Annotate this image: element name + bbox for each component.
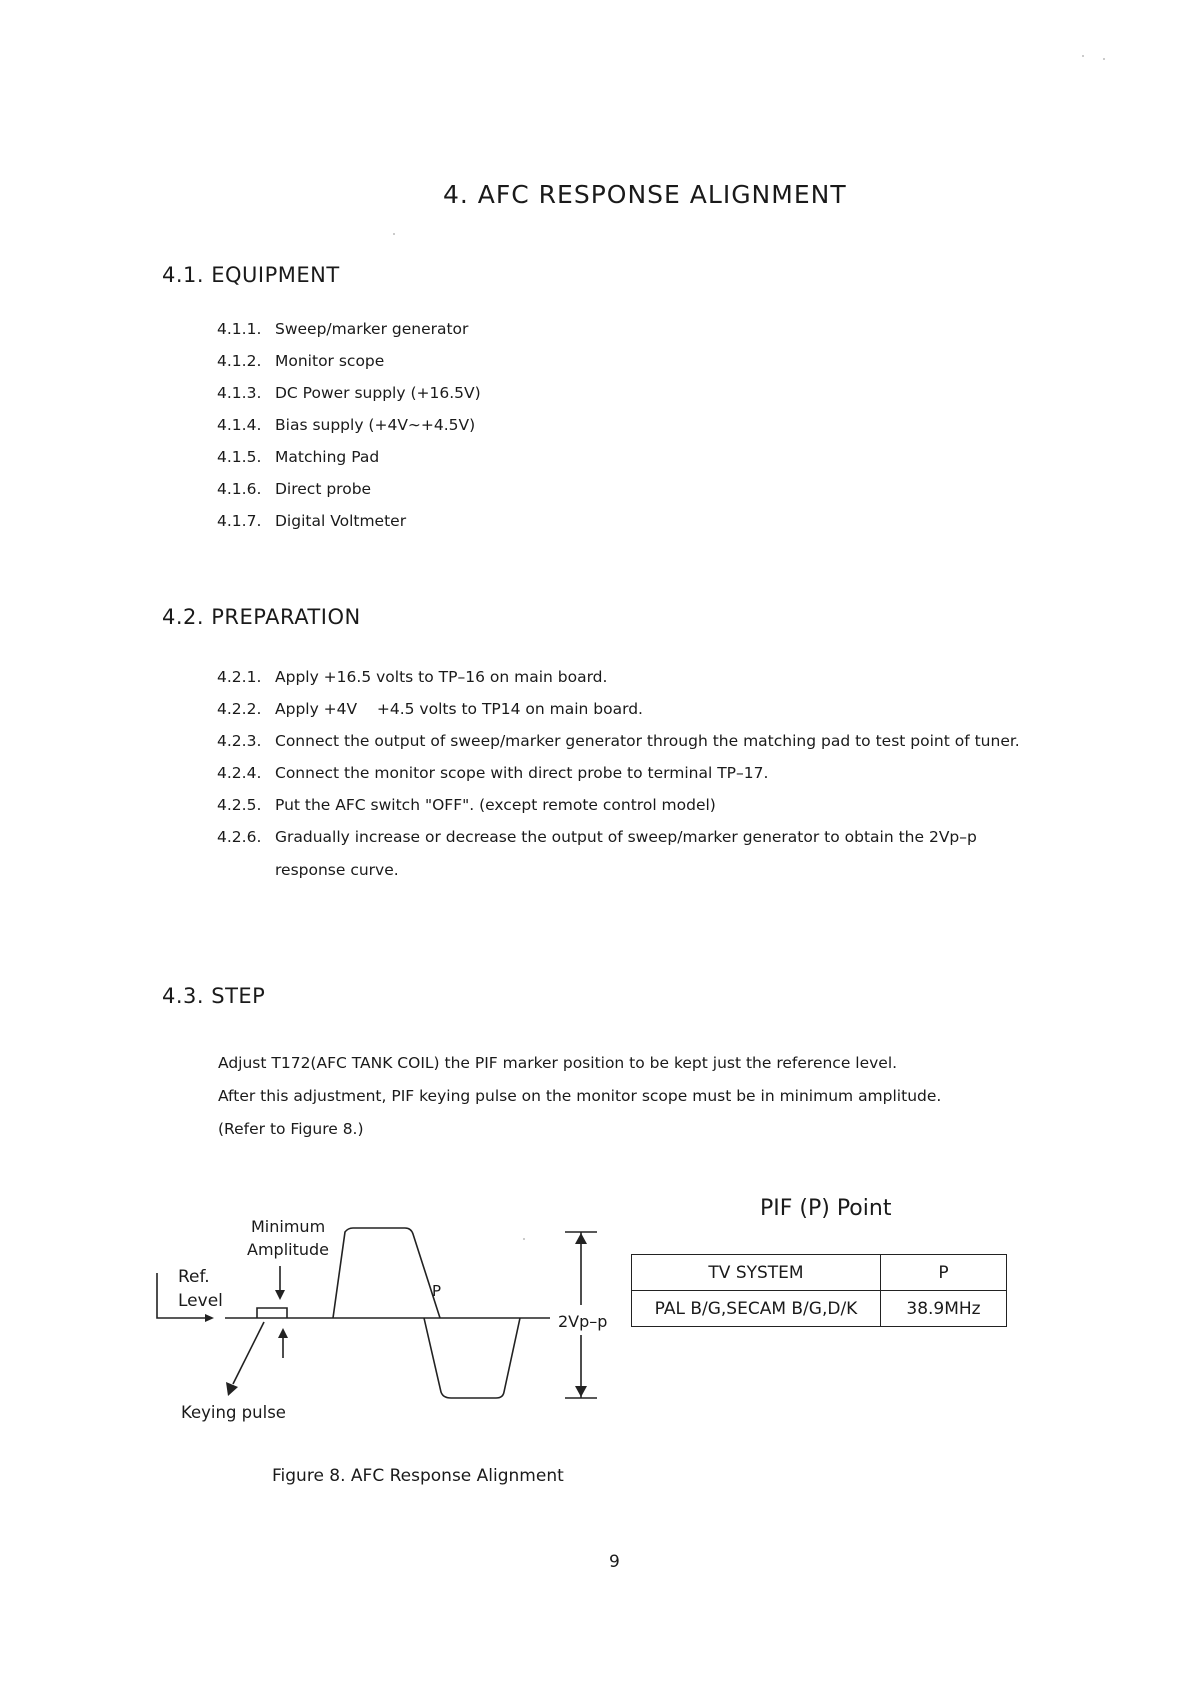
scan-speck <box>1082 55 1084 57</box>
positive-hump <box>333 1228 440 1318</box>
table-cell: 38.9MHz <box>881 1291 1007 1327</box>
list-item: 4.2.3. Connect the output of sweep/marker generator through the matching pad to test point of tuner. <box>217 732 1020 750</box>
list-item: 4.2.6. Gradually increase or decrease the output of sweep/marker generator to obtain the 2Vp–p <box>217 828 977 846</box>
list-item: 4.1.5. Matching Pad <box>217 448 380 466</box>
vpp-arrowhead-top <box>575 1233 587 1244</box>
up-arrowhead <box>278 1328 288 1338</box>
list-item-continuation: response curve. <box>275 861 399 879</box>
section-heading-equipment: 4.1. EQUIPMENT <box>162 263 340 287</box>
pif-table <box>631 1254 1007 1327</box>
ref-level-label: Level <box>178 1291 223 1311</box>
min-amplitude-label: Amplitude <box>247 1240 329 1259</box>
page-number: 9 <box>609 1552 620 1572</box>
scan-speck <box>1103 58 1105 60</box>
list-item: 4.1.3. DC Power supply (+16.5V) <box>217 384 481 402</box>
list-item: 4.1.7. Digital Voltmeter <box>217 512 407 530</box>
keying-pointer <box>233 1322 264 1384</box>
keying-arrowhead <box>226 1382 238 1396</box>
p-marker-label: P <box>432 1282 442 1300</box>
step-line: Adjust T172(AFC TANK COIL) the PIF marker position to be kept just the reference level. <box>218 1054 898 1072</box>
page-title: 4. AFC RESPONSE ALIGNMENT <box>443 180 847 209</box>
step-line: After this adjustment, PIF keying pulse on the monitor scope must be in minimum amplitude. <box>218 1087 942 1105</box>
section-heading-step: 4.3. STEP <box>162 984 266 1008</box>
section-heading-preparation: 4.2. PREPARATION <box>162 605 361 629</box>
min-amplitude-arrowhead <box>275 1290 285 1300</box>
list-item: 4.2.1. Apply +16.5 volts to TP–16 on main board. <box>217 668 608 686</box>
list-item: 4.1.1. Sweep/marker generator <box>217 320 469 338</box>
min-amplitude-label: Minimum <box>251 1217 326 1236</box>
ref-level-label: Ref. <box>178 1267 210 1287</box>
list-item: 4.2.5. Put the AFC switch "OFF". (except remote control model) <box>217 796 716 814</box>
table-row <box>632 1291 1007 1327</box>
table-header: P <box>881 1255 1007 1291</box>
negative-trough <box>424 1318 520 1398</box>
vpp-arrowhead-bottom <box>575 1386 587 1397</box>
scan-speck <box>523 1238 525 1240</box>
pif-table-title: PIF (P) Point <box>760 1196 892 1221</box>
table-cell: PAL B/G,SECAM B/G,D/K <box>632 1291 881 1327</box>
keying-pulse <box>257 1308 287 1318</box>
list-item: 4.1.4. Bias supply (+4V∼+4.5V) <box>217 416 476 434</box>
keying-pulse-label: Keying pulse <box>181 1403 286 1422</box>
list-item: 4.2.2. Apply +4V +4.5 volts to TP14 on main board. <box>217 700 643 718</box>
table-header: TV SYSTEM <box>632 1255 881 1291</box>
step-line: (Refer to Figure 8.) <box>218 1120 364 1138</box>
list-item: 4.2.4. Connect the monitor scope with direct probe to terminal TP–17. <box>217 764 769 782</box>
vpp-label: 2Vp–p <box>558 1312 608 1331</box>
ref-arrowhead <box>205 1314 214 1322</box>
list-item: 4.1.2. Monitor scope <box>217 352 385 370</box>
scan-speck <box>393 233 395 235</box>
figure-caption: Figure 8. AFC Response Alignment <box>272 1466 564 1486</box>
table-row <box>632 1255 1007 1291</box>
list-item: 4.1.6. Direct probe <box>217 480 372 498</box>
